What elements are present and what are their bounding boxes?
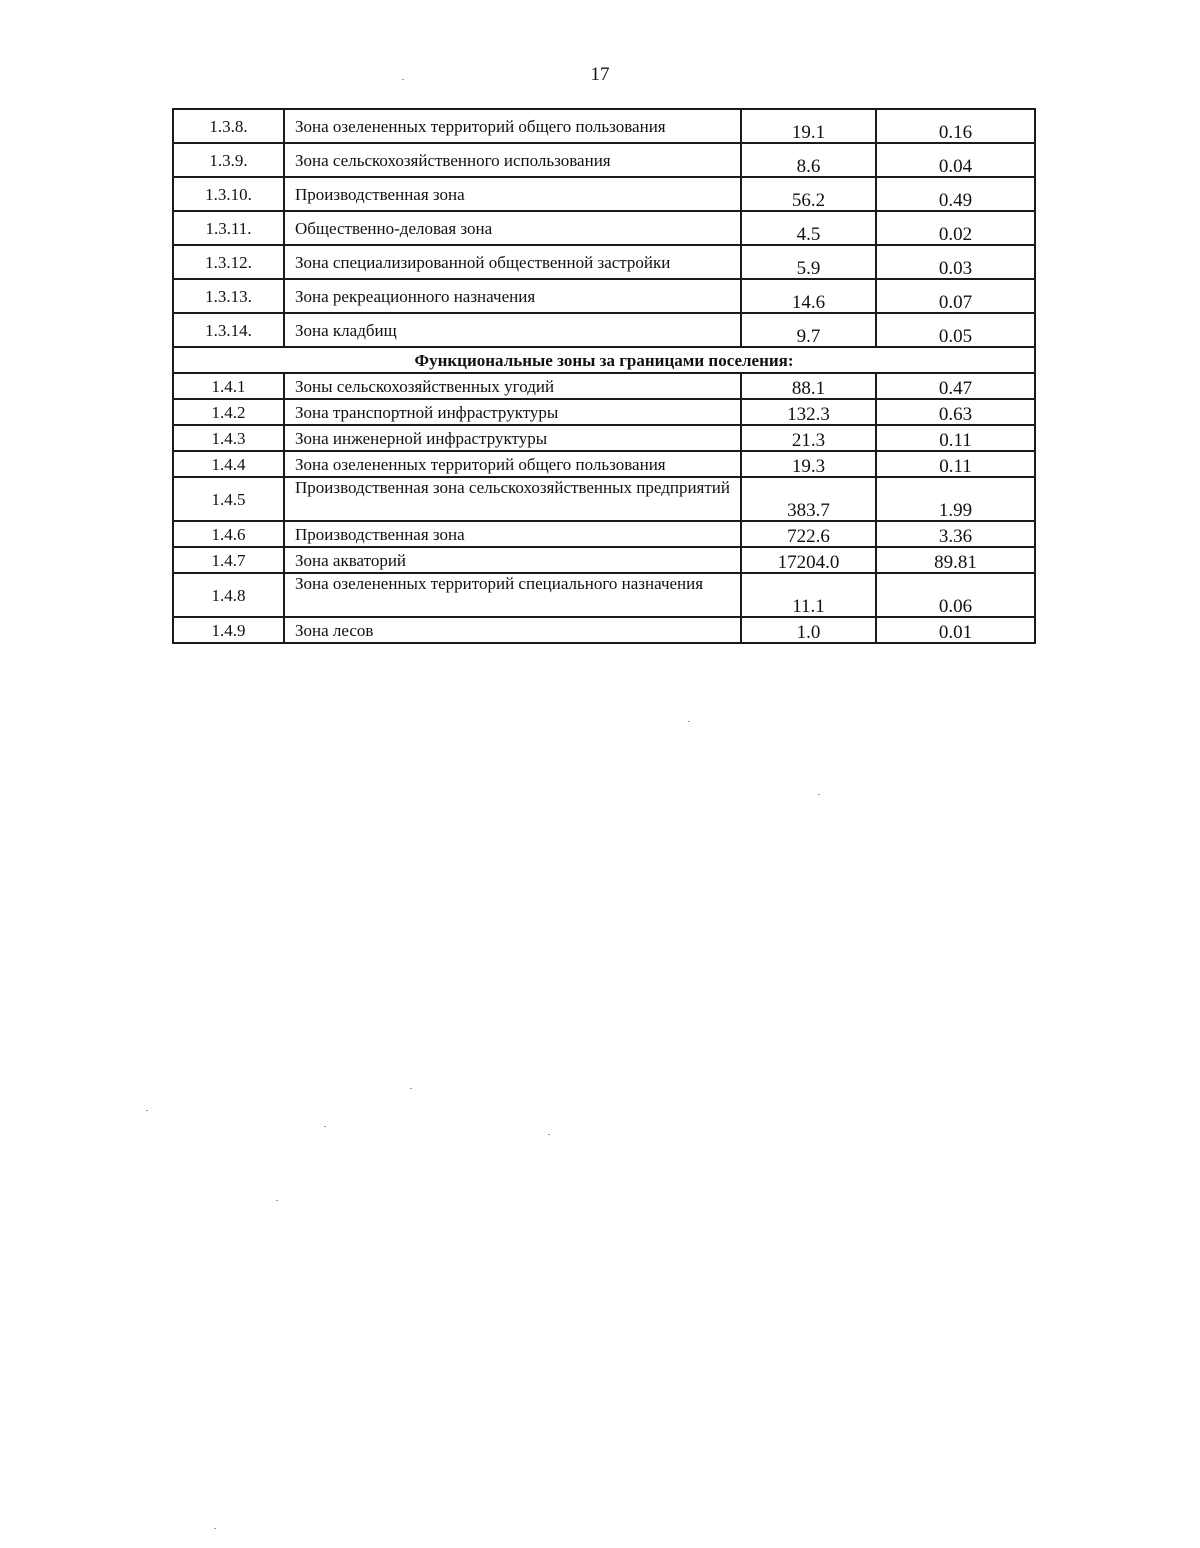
area-cell: 21.3 xyxy=(741,425,876,451)
zone-name-cell: Производственная зона сельскохозяйственных предприятий xyxy=(284,477,741,521)
percent-cell: 0.02 xyxy=(876,211,1035,245)
row-number-cell: 1.4.8 xyxy=(173,573,284,617)
zone-name-cell: Зона транспортной инфраструктуры xyxy=(284,399,741,425)
percent-cell: 0.04 xyxy=(876,143,1035,177)
percent-cell: 0.06 xyxy=(876,573,1035,617)
scan-speck xyxy=(402,79,404,80)
zone-name-cell: Зоны сельскохозяйственных угодий xyxy=(284,373,741,399)
table-row xyxy=(173,143,1035,177)
table-row xyxy=(173,109,1035,143)
row-number-cell: 1.3.14. xyxy=(173,313,284,347)
area-cell: 383.7 xyxy=(741,477,876,521)
row-number-cell: 1.3.8. xyxy=(173,109,284,143)
table-row xyxy=(173,521,1035,547)
percent-cell: 0.11 xyxy=(876,451,1035,477)
row-number-cell: 1.4.2 xyxy=(173,399,284,425)
zone-name-cell: Зона рекреационного назначения xyxy=(284,279,741,313)
scan-speck xyxy=(276,1200,278,1201)
zone-name-cell: Зона сельскохозяйственного использования xyxy=(284,143,741,177)
row-number-cell: 1.4.7 xyxy=(173,547,284,573)
table-row xyxy=(173,573,1035,617)
table-row xyxy=(173,399,1035,425)
row-number-cell: 1.4.4 xyxy=(173,451,284,477)
zone-name-cell: Зона инженерной инфраструктуры xyxy=(284,425,741,451)
table-row xyxy=(173,313,1035,347)
percent-cell: 0.05 xyxy=(876,313,1035,347)
page-number: 17 xyxy=(590,64,610,85)
zone-name-cell: Производственная зона xyxy=(284,521,741,547)
zone-name-cell: Производственная зона xyxy=(284,177,741,211)
area-cell: 19.1 xyxy=(741,109,876,143)
area-cell: 1.0 xyxy=(741,617,876,643)
table-row xyxy=(173,547,1035,573)
area-cell: 8.6 xyxy=(741,143,876,177)
percent-cell: 0.49 xyxy=(876,177,1035,211)
table-row xyxy=(173,425,1035,451)
row-number-cell: 1.3.9. xyxy=(173,143,284,177)
area-cell: 5.9 xyxy=(741,245,876,279)
area-cell: 19.3 xyxy=(741,451,876,477)
area-cell: 14.6 xyxy=(741,279,876,313)
zone-name-cell: Зона озелененных территорий общего пользования xyxy=(284,109,741,143)
percent-cell: 0.63 xyxy=(876,399,1035,425)
row-number-cell: 1.3.10. xyxy=(173,177,284,211)
table-row xyxy=(173,477,1035,521)
scan-speck xyxy=(324,1126,326,1127)
zone-name-cell: Зона специализированной общественной застройки xyxy=(284,245,741,279)
row-number-cell: 1.4.1 xyxy=(173,373,284,399)
row-number-cell: 1.3.11. xyxy=(173,211,284,245)
zone-name-cell: Зона акваторий xyxy=(284,547,741,573)
row-number-cell: 1.4.9 xyxy=(173,617,284,643)
scan-speck xyxy=(214,1528,216,1529)
scan-speck xyxy=(548,1134,550,1135)
area-cell: 722.6 xyxy=(741,521,876,547)
zone-name-cell: Зона кладбищ xyxy=(284,313,741,347)
area-cell: 4.5 xyxy=(741,211,876,245)
area-cell: 56.2 xyxy=(741,177,876,211)
percent-cell: 0.01 xyxy=(876,617,1035,643)
table-row xyxy=(173,211,1035,245)
area-cell: 17204.0 xyxy=(741,547,876,573)
section-heading: Функциональные зоны за границами поселения: xyxy=(173,347,1035,373)
percent-cell: 1.99 xyxy=(876,477,1035,521)
row-number-cell: 1.4.6 xyxy=(173,521,284,547)
area-cell: 132.3 xyxy=(741,399,876,425)
zone-name-cell: Зона лесов xyxy=(284,617,741,643)
row-number-cell: 1.4.5 xyxy=(173,477,284,521)
percent-cell: 3.36 xyxy=(876,521,1035,547)
table-row xyxy=(173,279,1035,313)
row-number-cell: 1.4.3 xyxy=(173,425,284,451)
zone-name-cell: Общественно-деловая зона xyxy=(284,211,741,245)
zone-name-cell: Зона озелененных территорий общего пользования xyxy=(284,451,741,477)
scan-speck xyxy=(410,1088,412,1089)
area-cell: 9.7 xyxy=(741,313,876,347)
table-row xyxy=(173,373,1035,399)
percent-cell: 0.47 xyxy=(876,373,1035,399)
area-cell: 11.1 xyxy=(741,573,876,617)
table-row xyxy=(173,617,1035,643)
section-heading-row xyxy=(173,347,1035,373)
percent-cell: 0.11 xyxy=(876,425,1035,451)
table-row xyxy=(173,245,1035,279)
row-number-cell: 1.3.13. xyxy=(173,279,284,313)
percent-cell: 0.16 xyxy=(876,109,1035,143)
row-number-cell: 1.3.12. xyxy=(173,245,284,279)
scan-speck xyxy=(818,794,820,795)
percent-cell: 0.07 xyxy=(876,279,1035,313)
table-row xyxy=(173,451,1035,477)
table-row xyxy=(173,177,1035,211)
area-cell: 88.1 xyxy=(741,373,876,399)
scan-speck xyxy=(688,721,690,722)
functional-zones-table xyxy=(172,108,1036,644)
percent-cell: 0.03 xyxy=(876,245,1035,279)
zone-name-cell: Зона озелененных территорий специального назначения xyxy=(284,573,741,617)
scan-speck xyxy=(146,1110,148,1111)
percent-cell: 89.81 xyxy=(876,547,1035,573)
